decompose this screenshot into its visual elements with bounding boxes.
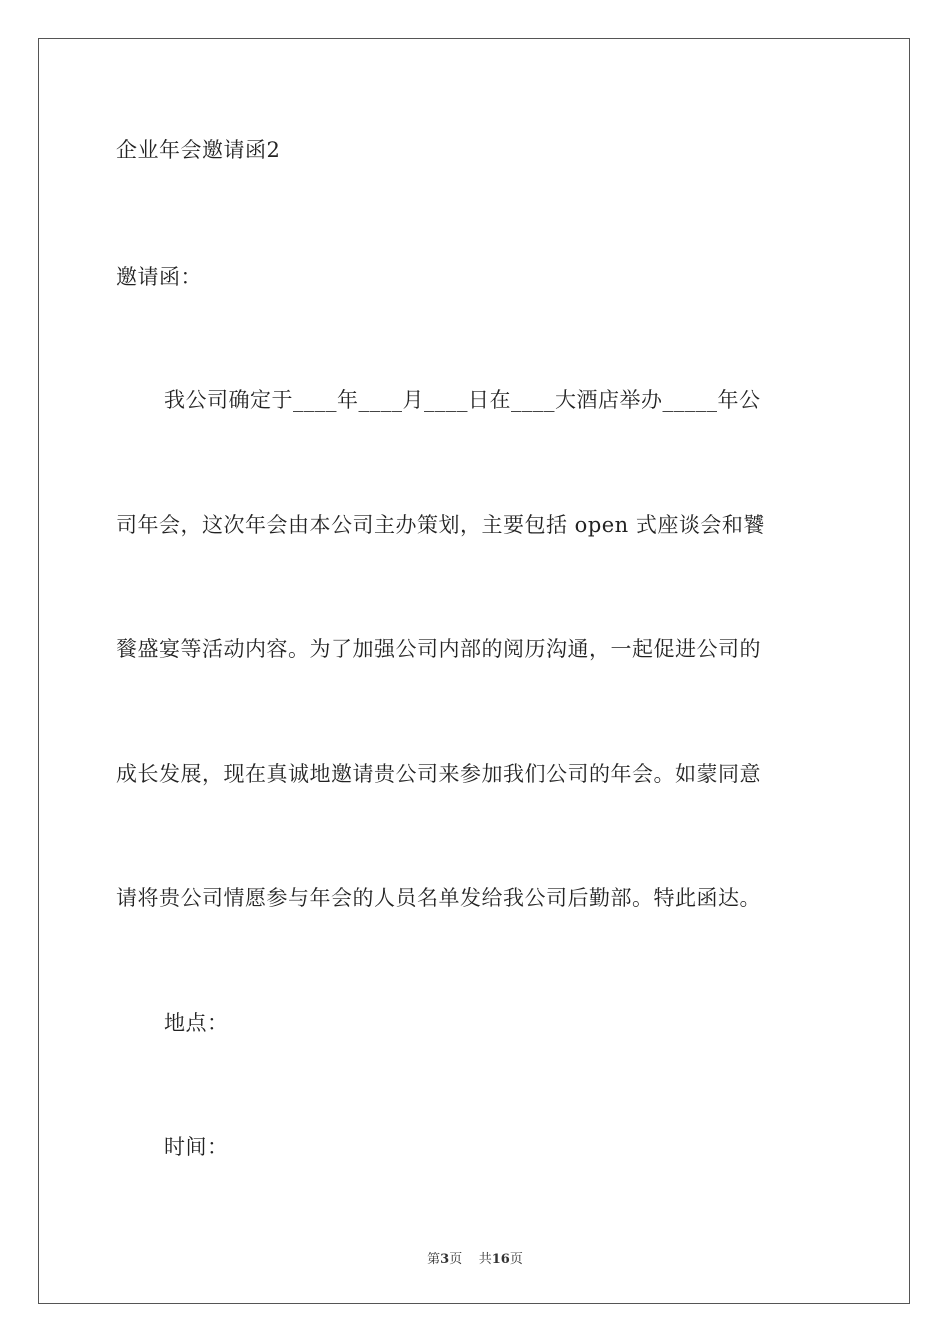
body-line-2: 司年会，这次年会由本公司主办策划，主要包括 open 式座谈会和饕 bbox=[116, 513, 765, 537]
page-footer bbox=[0, 1248, 950, 1267]
total-suffix: 页 bbox=[509, 1252, 523, 1267]
body-line-1: 我公司确定于____年____月____日在____大酒店举办_____年公 bbox=[164, 388, 761, 412]
total-pages: 16 bbox=[491, 1252, 510, 1267]
time-label: 时间： bbox=[164, 1135, 229, 1159]
total-prefix: 共 bbox=[478, 1252, 492, 1267]
location-label: 地点： bbox=[164, 1011, 229, 1035]
page-suffix: 页 bbox=[449, 1252, 463, 1267]
page-prefix: 第 bbox=[427, 1252, 441, 1267]
page-border bbox=[38, 38, 910, 1304]
salutation: 邀请函： bbox=[116, 265, 202, 289]
body-line-3: 餮盛宴等活动内容。为了加强公司内部的阅历沟通，一起促进公司的 bbox=[116, 637, 761, 661]
page-number: 3 bbox=[440, 1252, 450, 1267]
document-heading: 企业年会邀请函2 bbox=[116, 138, 281, 162]
body-line-4: 成长发展，现在真诚地邀请贵公司来参加我们公司的年会。如蒙同意 bbox=[116, 762, 761, 786]
body-line-5: 请将贵公司情愿参与年会的人员名单发给我公司后勤部。特此函达。 bbox=[116, 886, 761, 910]
